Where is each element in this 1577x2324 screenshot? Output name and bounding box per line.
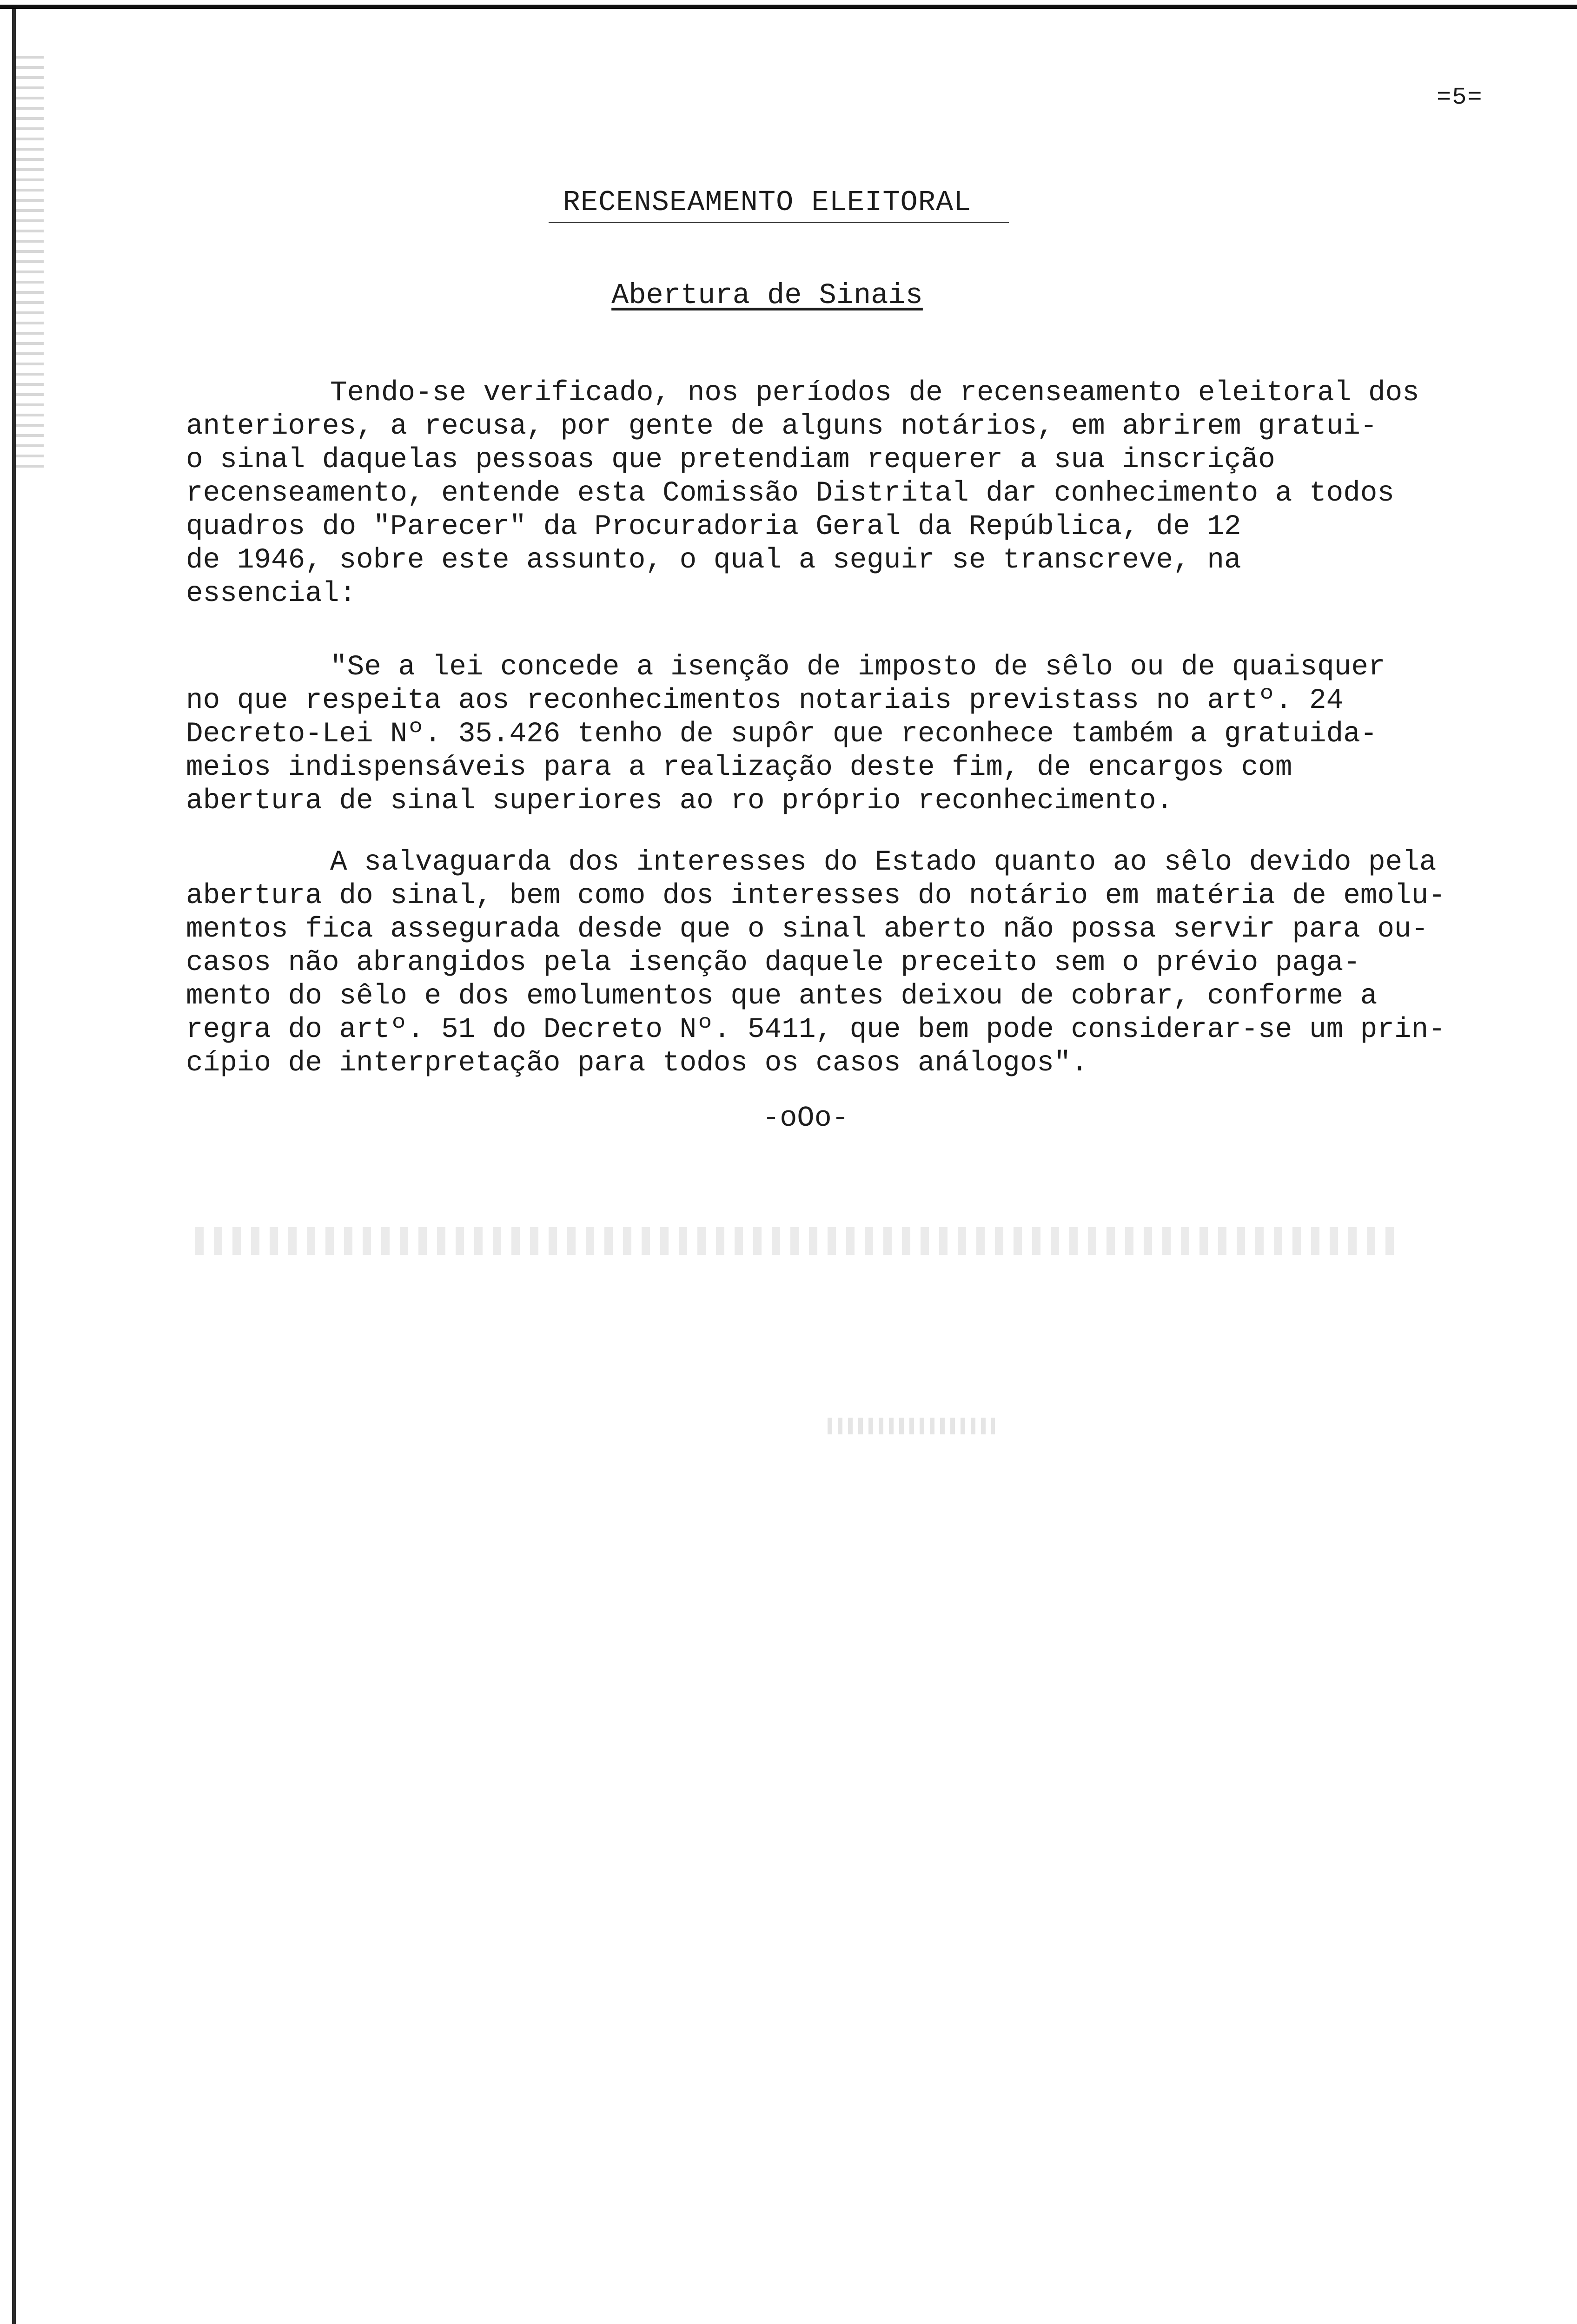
scan-smudge-small bbox=[828, 1418, 995, 1434]
text-line: Decreto-Lei Nº. 35.426 tenho de supôr que reconhece também a gratuida- bbox=[186, 718, 1378, 750]
paragraph-safeguard bbox=[186, 846, 1445, 1080]
text-line: o sinal daquelas pessoas que pretendiam requerer a sua inscrição bbox=[186, 444, 1275, 476]
text-line: de 1946, sobre este assunto, o qual a seguir se transcreve, na bbox=[186, 544, 1241, 576]
page-number: =5= bbox=[1437, 84, 1483, 111]
text-line: mento do sêlo e dos emolumentos que antes deixou de cobrar, conforme a bbox=[186, 980, 1378, 1012]
scan-top-border bbox=[0, 5, 1577, 9]
text-line: abertura do sinal, bem como dos interesses do notário em matéria de emolu- bbox=[186, 880, 1445, 912]
text-line: regra do artº. 51 do Decreto Nº. 5411, que bem pode considerar-se um prin- bbox=[186, 1014, 1445, 1046]
text-line: cípio de interpretação para todos os casos análogos". bbox=[186, 1047, 1088, 1079]
text-line: recenseamento, entende esta Comissão Distrital dar conhecimento a todos bbox=[186, 477, 1395, 509]
closing-mark: -oOo- bbox=[762, 1102, 849, 1135]
text-line: essencial: bbox=[186, 578, 357, 610]
text-line: abertura de sinal superiores ao ro próprio reconhecimento. bbox=[186, 785, 1173, 817]
document-subtitle: Abertura de Sinais bbox=[611, 279, 923, 312]
text-line: anteriores, a recusa, por gente de alguns notários, em abrirem gratui- bbox=[186, 410, 1378, 442]
text-line: mentos fica assegurada desde que o sinal aberto não possa servir para ou- bbox=[186, 913, 1429, 945]
text-line: "Se a lei concede a isenção de imposto de sêlo ou de quaisquer bbox=[330, 651, 1385, 683]
text-line: no que respeita aos reconhecimentos notariais previstass no artº. 24 bbox=[186, 685, 1344, 717]
scan-smudge bbox=[195, 1227, 1404, 1255]
text-line: casos não abrangidos pela isenção daquele preceito sem o prévio paga- bbox=[186, 947, 1360, 979]
title-double-underline bbox=[549, 221, 1009, 234]
scan-edge-specks bbox=[16, 56, 44, 474]
paragraph-intro bbox=[186, 376, 1419, 611]
text-line: Tendo-se verificado, nos períodos de recenseamento eleitoral dos bbox=[330, 377, 1419, 409]
paragraph-quote bbox=[186, 651, 1385, 818]
text-line: quadros do "Parecer" da Procuradoria Geral da República, de 12 bbox=[186, 511, 1241, 543]
scan-binding-edge bbox=[12, 9, 16, 2324]
text-line: meios indispensáveis para a realização deste fim, de encargos com bbox=[186, 752, 1292, 784]
document-title: RECENSEAMENTO ELEITORAL bbox=[563, 186, 972, 219]
text-line: A salvaguarda dos interesses do Estado quanto ao sêlo devido pela bbox=[330, 846, 1437, 878]
